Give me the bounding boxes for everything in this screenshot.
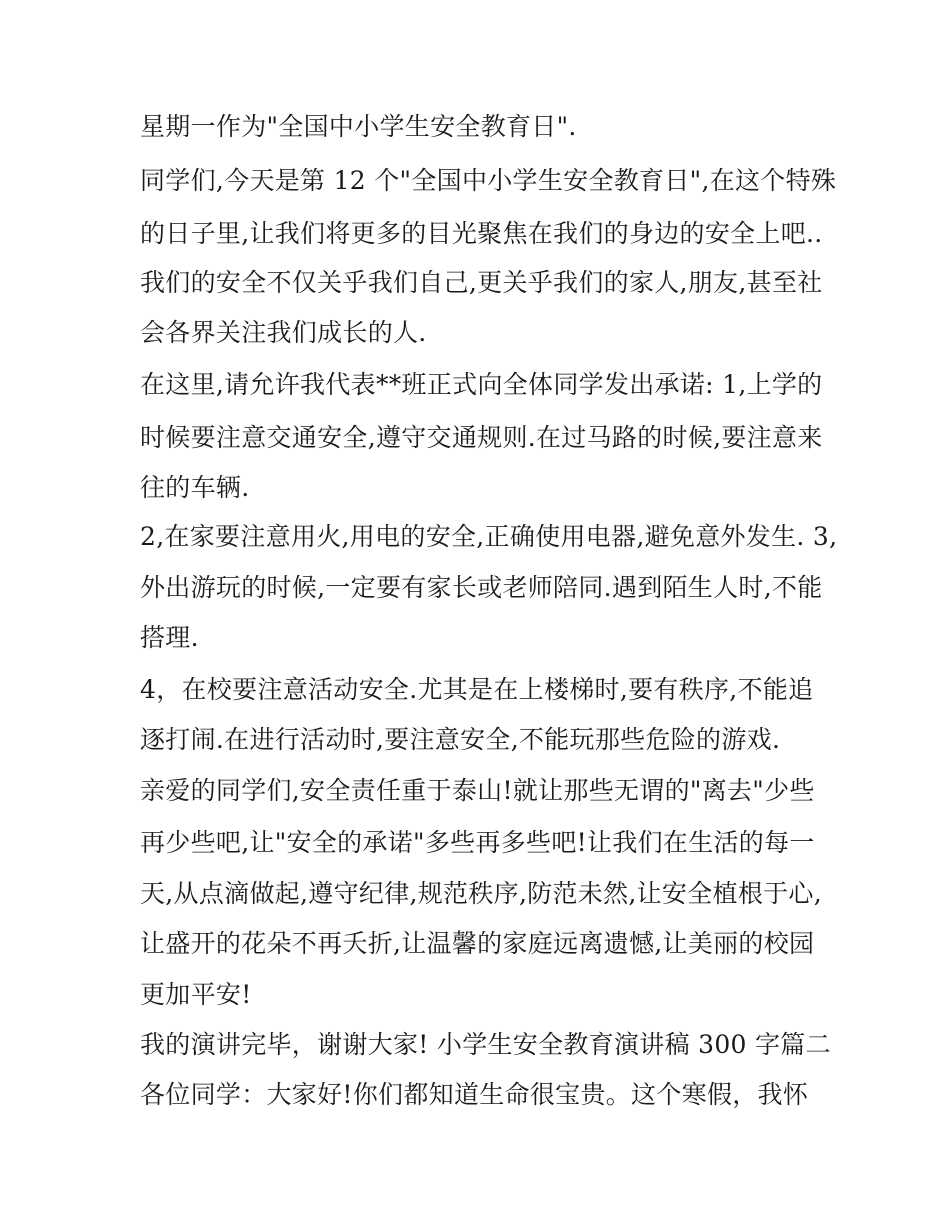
text-line: 外出游玩的时候,一定要有家长或老师陪同.遇到陌生人时,不能 <box>140 573 823 602</box>
text-line: 会各界关注我们成长的人. <box>140 318 427 347</box>
text-line: 让盛开的花朵不再夭折,让温馨的家庭远离遗憾,让美丽的校园 <box>140 929 815 958</box>
text-line: 再少些吧,让"安全的承诺"多些再多些吧!让我们在生活的每一 <box>140 828 815 857</box>
text-line: 同学们,今天是第 12 个"全国中小学生安全教育日",在这个特殊 <box>140 166 837 195</box>
text-line: 星期一作为"全国中小学生安全教育日". <box>140 112 577 141</box>
text-line: 的日子里,让我们将更多的目光聚焦在我们的身边的安全上吧.. <box>140 219 823 248</box>
text-line: 亲爱的同学们,安全责任重于泰山!就让那些无谓的"离去"少些 <box>140 776 815 805</box>
text-line: 时候要注意交通安全,遵守交通规则.在过马路的时候,要注意来 <box>140 423 823 452</box>
text-line: 各位同学：大家好!你们都知道生命很宝贵。这个寒假，我怀 <box>140 1080 809 1109</box>
text-line: 逐打闹.在进行活动时,要注意安全,不能玩那些危险的游戏. <box>140 725 781 754</box>
text-line: 搭理. <box>140 623 199 652</box>
text-line: 2,在家要注意用火,用电的安全,正确使用电器,避免意外发生. 3, <box>140 522 838 551</box>
text-line: 我的演讲完毕，谢谢大家! 小学生安全教育演讲稿 300 字篇二 <box>140 1030 831 1059</box>
text-line: 更加平安! <box>140 980 252 1009</box>
text-line: 在这里,请允许我代表**班正式向全体同学发出承诺: 1,上学的 <box>140 370 823 399</box>
text-line: 天,从点滴做起,遵守纪律,规范秩序,防范未然,让安全植根于心, <box>140 879 822 908</box>
text-line: 4，在校要注意活动安全.尤其是在上楼梯时,要有秩序,不能追 <box>140 675 814 704</box>
text-line: 我们的安全不仅关乎我们自己,更关乎我们的家人,朋友,甚至社 <box>140 268 823 297</box>
text-line: 往的车辆. <box>140 473 250 502</box>
